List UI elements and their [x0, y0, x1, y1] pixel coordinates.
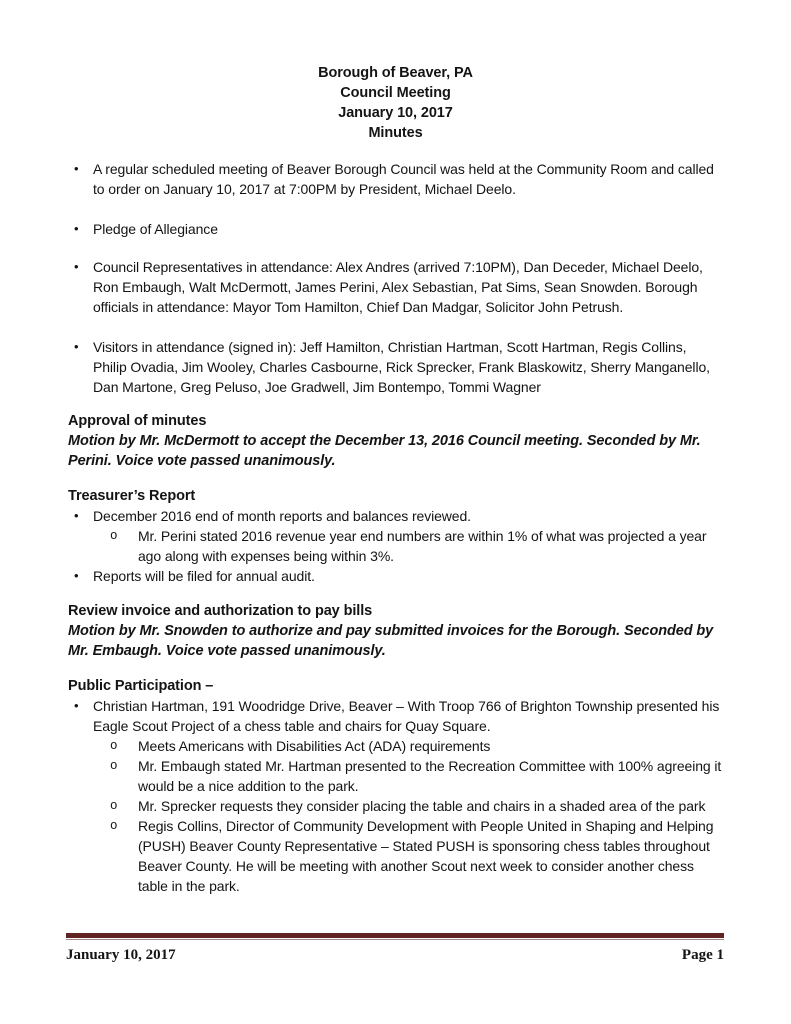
bullet-text: Regis Collins, Director of Community Development with People United in Shaping and Helping (PUSH) Beaver County Representative – Stated PUSH is sponsoring chess tables throughout Beaver County. He will be meeting with another Scout next week to consider another chess table in the park. [138, 818, 714, 894]
bullet-item-call-to-order [68, 159, 723, 199]
bullet-icon: • [74, 339, 79, 354]
bullet-item-hartman [68, 696, 723, 736]
doc-title-meeting: Council Meeting [340, 85, 451, 101]
bullet-text: Meets Americans with Disabilities Act (ADA) requirements [138, 738, 491, 754]
bullet-text: Mr. Perini stated 2016 revenue year end numbers are within 1% of what was projected a year ago along with expenses being within 3%. [138, 528, 707, 564]
bullet-text: Mr. Sprecker requests they consider placing the table and chairs in a shaded area of the park [138, 798, 706, 814]
bullet-icon: • [74, 508, 79, 523]
bullet-icon: • [74, 221, 79, 236]
motion-text-approval: Motion by Mr. McDermott to accept the December 13, 2016 Council meeting. Seconded by Mr. Perini. Voice vote passed unanimously. [68, 433, 701, 469]
section-heading-public-participation: Public Participation – [68, 678, 214, 694]
bullet-item-council-representatives [68, 257, 723, 317]
section-heading-invoices: Review invoice and authorization to pay bills [68, 603, 373, 619]
sub-bullet-icon: o [110, 759, 118, 773]
bullet-text: Council Representatives in attendance: Alex Andres (arrived 7:10PM), Dan Deceder, Michael Deelo, Ron Embaugh, Walt McDermott, James Perini, Alex Sebastian, Pat Sims, Sean Snowden. Borough officials in attendance: Mayor Tom Hamilton, Chief Dan Madgar, Solicitor John Petrush. [93, 259, 703, 315]
sub-bullet-icon: o [110, 529, 118, 543]
footer-date: January 10, 2017 [66, 947, 176, 963]
section-heading-approval: Approval of minutes [68, 413, 207, 429]
section-heading-treasurer: Treasurer’s Report [68, 488, 196, 504]
sub-bullet-treasurer-perini [68, 526, 723, 566]
bullet-item-pledge [68, 219, 723, 239]
sub-bullet-icon: o [110, 819, 118, 833]
bullet-icon: • [74, 698, 79, 713]
bullet-icon: • [74, 161, 79, 176]
sub-bullet-embaugh [68, 756, 723, 796]
bullet-text: December 2016 end of month reports and balances reviewed. [93, 508, 471, 524]
doc-title-date: January 10, 2017 [338, 105, 453, 121]
bullet-text: Pledge of Allegiance [93, 221, 218, 237]
doc-body [68, 159, 723, 896]
doc-title-block [0, 0, 791, 143]
doc-title-org: Borough of Beaver, PA [318, 65, 473, 81]
sub-bullet-ada [68, 736, 723, 756]
footer-page-number: Page 1 [681, 947, 724, 963]
bullet-text: Mr. Embaugh stated Mr. Hartman presented to the Recreation Committee with 100% agreeing it would be a nice addition to the park. [138, 758, 722, 794]
footer-rule-thin [66, 939, 724, 940]
doc-title-type: Minutes [368, 125, 423, 141]
bullet-text: A regular scheduled meeting of Beaver Borough Council was held at the Community Room and called to order on January 10, 2017 at 7:00PM by President, Michael Deelo. [93, 161, 714, 197]
sub-bullet-icon: o [110, 799, 118, 813]
bullet-icon: • [74, 568, 79, 583]
sub-bullet-collins [68, 816, 723, 896]
sub-bullet-sprecker [68, 796, 723, 816]
bullet-item-visitors [68, 337, 723, 397]
sub-bullet-icon: o [110, 739, 118, 753]
page-footer [66, 933, 724, 965]
bullet-text: Reports will be filed for annual audit. [93, 568, 315, 584]
bullet-item-treasurer-reports [68, 506, 723, 526]
bullet-icon: • [74, 259, 79, 274]
bullet-text: Christian Hartman, 191 Woodridge Drive, Beaver – With Troop 766 of Brighton Township presented his Eagle Scout Project of a chess table and chairs for Quay Square. [93, 698, 720, 734]
motion-text-invoices: Motion by Mr. Snowden to authorize and pay submitted invoices for the Borough. Seconded by Mr. Embaugh. Voice vote passed unanimously. [68, 623, 714, 659]
footer-rule-thick [66, 933, 724, 938]
bullet-text: Visitors in attendance (signed in): Jeff Hamilton, Christian Hartman, Scott Hartman, Regis Collins, Philip Ovadia, Jim Wooley, Charles Casbourne, Rick Sprecker, Frank Blaskowitz, Sherry Manganello, Dan Martone, Greg Peluso, Joe Gradwell, Jim Bontempo, Tommi Wagner [93, 339, 710, 395]
bullet-item-treasurer-audit [68, 566, 723, 586]
